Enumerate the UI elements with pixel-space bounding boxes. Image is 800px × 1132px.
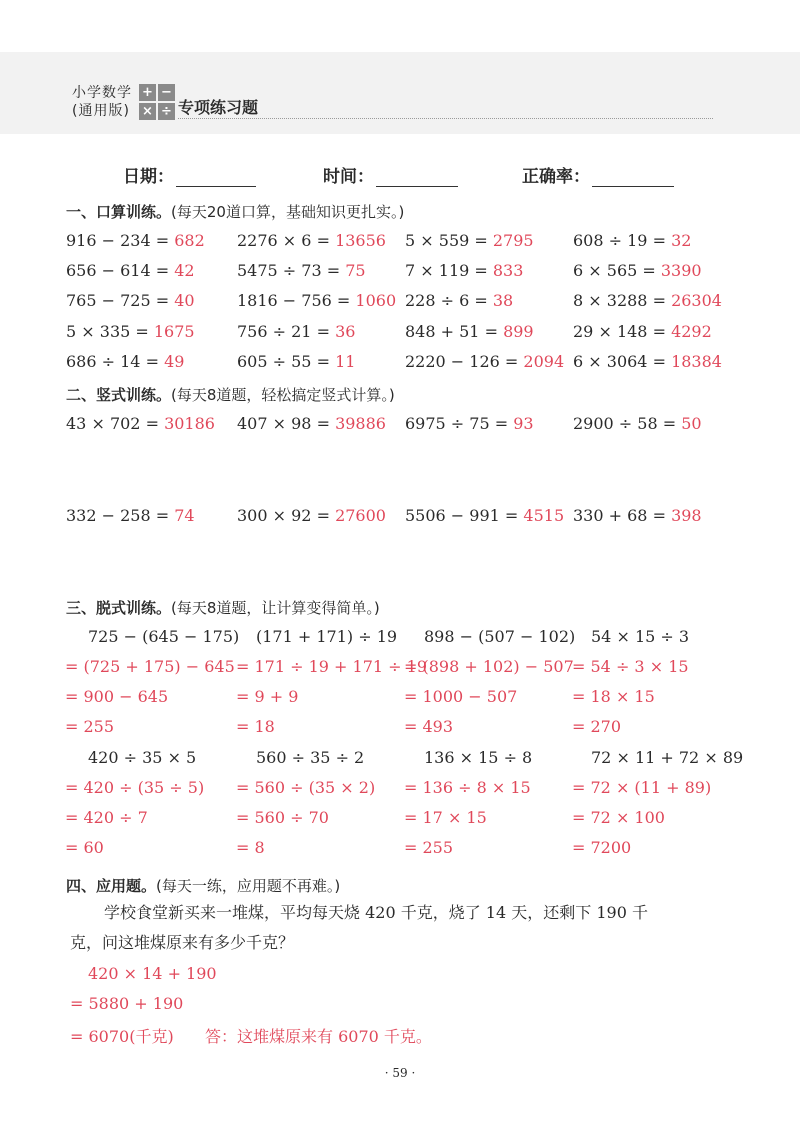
exercise-answer: 74 — [174, 506, 195, 525]
date-blank[interactable] — [176, 166, 256, 187]
solution-step: = 72 × 100 — [572, 808, 665, 827]
solution-step: = 420 ÷ (35 ÷ 5) — [65, 778, 205, 797]
exercise-item — [66, 261, 195, 280]
expression: 136 × 15 ÷ 8 — [424, 748, 533, 767]
exercise-answer: 2094 — [523, 352, 565, 371]
exercise-question: 332 − 258 = — [66, 506, 175, 525]
exercise-answer: 75 — [345, 261, 366, 280]
exercise-answer: 26304 — [671, 291, 722, 310]
exercise-question: 5 × 335 = — [66, 322, 154, 341]
section-note: (每天8道题，让计算变得简单。) — [171, 599, 380, 617]
date-field — [123, 162, 256, 187]
exercise-answer: 4292 — [671, 322, 712, 341]
exercise-answer: 27600 — [335, 506, 386, 525]
exercise-question: 2276 × 6 = — [237, 231, 336, 250]
solution-step: = (725 + 175) − 645 — [65, 657, 235, 676]
exercise-item — [573, 261, 702, 280]
exercise-question: 605 ÷ 55 = — [237, 352, 336, 371]
accuracy-label: 正确率： — [522, 167, 590, 187]
exercise-question: 756 ÷ 21 = — [237, 322, 336, 341]
work-step: 420 × 14 + 190 — [88, 964, 217, 983]
solution-step: = 9 + 9 — [236, 687, 299, 706]
exercise-answer: 18384 — [671, 352, 722, 371]
solution-step: = 18 — [236, 717, 275, 736]
exercise-answer: 40 — [174, 291, 195, 310]
exercise-item — [573, 506, 702, 525]
exercise-item — [405, 414, 534, 433]
solution-step: = 900 − 645 — [65, 687, 169, 706]
arithmetic-ops-icon — [139, 84, 175, 120]
accuracy-blank[interactable] — [592, 166, 674, 187]
expression: 420 ÷ 35 × 5 — [88, 748, 197, 767]
exercise-item — [237, 291, 396, 310]
exercise-question: 6975 ÷ 75 = — [405, 414, 514, 433]
exercise-item — [237, 261, 366, 280]
expression: 72 × 11 + 72 × 89 — [591, 748, 744, 767]
exercise-item — [66, 322, 195, 341]
exercise-question: 5 × 559 = — [405, 231, 493, 250]
solution-step: = 18 × 15 — [572, 687, 655, 706]
exercise-answer: 36 — [335, 322, 356, 341]
exercise-answer: 50 — [681, 414, 702, 433]
exercise-question: 765 − 725 = — [66, 291, 175, 310]
exercise-answer: 32 — [671, 231, 692, 250]
exercise-answer: 899 — [503, 322, 534, 341]
work-step: = 5880 + 190 — [70, 994, 184, 1013]
exercise-answer: 1060 — [355, 291, 397, 310]
exercise-question: 7 × 119 = — [405, 261, 493, 280]
exercise-question: 2900 ÷ 58 = — [573, 414, 682, 433]
expression: 725 − (645 − 175) — [88, 627, 240, 646]
section-heading: 二、竖式训练。 — [66, 386, 172, 404]
work-step: = 6070(千克) — [70, 1027, 174, 1046]
solution-step: = 54 ÷ 3 × 15 — [572, 657, 689, 676]
exercise-question: 5506 − 991 = — [405, 506, 524, 525]
solution-step: = 60 — [65, 838, 104, 857]
expression: (171 + 171) ÷ 19 — [256, 627, 398, 646]
exercise-item — [66, 231, 205, 250]
book-title — [72, 84, 132, 120]
problem-line-1: 学校食堂新买来一堆煤，平均每天烧 420 千克，烧了 14 天，还剩下 190 千 — [104, 903, 648, 922]
section-note: (每天20道口算，基础知识更扎实。) — [171, 203, 405, 221]
exercise-question: 29 × 148 = — [573, 322, 672, 341]
exercise-answer: 682 — [174, 231, 205, 250]
solution-step: = 270 — [572, 717, 622, 736]
exercise-item — [237, 352, 355, 371]
exercise-item — [405, 261, 523, 280]
exercise-question: 8 × 3288 = — [573, 291, 672, 310]
section-note: (每天一练，应用题不再难。) — [156, 877, 341, 895]
page-number: · 59 · — [384, 1066, 416, 1080]
exercise-question: 6 × 565 = — [573, 261, 661, 280]
solution-step: = 255 — [404, 838, 454, 857]
exercise-item — [66, 506, 195, 525]
solution-step: = 72 × (11 + 89) — [572, 778, 712, 797]
time-label: 时间： — [323, 167, 374, 187]
exercise-item — [573, 352, 722, 371]
exercise-item — [573, 291, 722, 310]
exercise-item — [237, 322, 355, 341]
exercise-item — [405, 352, 564, 371]
header-divider — [178, 118, 713, 119]
exercise-question: 228 ÷ 6 = — [405, 291, 493, 310]
exercise-item — [237, 506, 386, 525]
section-note: (每天8道题，轻松搞定竖式计算。) — [171, 386, 395, 404]
exercise-answer: 49 — [164, 352, 185, 371]
exercise-question: 656 − 614 = — [66, 261, 175, 280]
exercise-item — [66, 414, 215, 433]
solution-step: = 171 ÷ 19 + 171 ÷ 19 — [236, 657, 428, 676]
exercise-answer: 833 — [492, 261, 524, 280]
exercise-question: 6 × 3064 = — [573, 352, 672, 371]
answer-statement: 答：这堆煤原来有 6070 千克。 — [205, 1027, 432, 1046]
exercise-answer: 11 — [335, 352, 356, 371]
exercise-question: 916 − 234 = — [66, 231, 175, 250]
solution-step: = 420 ÷ 7 — [65, 808, 148, 827]
exercise-answer: 2795 — [492, 231, 534, 250]
exercise-item — [573, 414, 702, 433]
exercise-item — [405, 506, 564, 525]
section-oral-title — [66, 201, 404, 222]
section-heading: 三、脱式训练。 — [66, 599, 172, 617]
exercise-answer: 398 — [671, 506, 702, 525]
solution-step: = 255 — [65, 717, 115, 736]
solution-step: = 560 ÷ (35 × 2) — [236, 778, 376, 797]
exercise-question: 330 + 68 = — [573, 506, 672, 525]
section-heading: 一、口算训练。 — [66, 203, 172, 221]
exercise-answer: 38 — [492, 291, 514, 310]
solution-step: = 493 — [404, 717, 454, 736]
expression: 898 − (507 − 102) — [424, 627, 576, 646]
exercise-question: 300 × 92 = — [237, 506, 336, 525]
exercise-item — [66, 291, 195, 310]
expression: 54 × 15 ÷ 3 — [591, 627, 690, 646]
time-field — [323, 162, 458, 187]
exercise-question: 848 + 51 = — [405, 322, 504, 341]
exercise-answer: 42 — [174, 261, 195, 280]
exercise-question: 686 ÷ 14 = — [66, 352, 165, 371]
solution-step: = (898 + 102) − 507 — [404, 657, 574, 676]
section-vertical-title — [66, 384, 395, 405]
times-icon: × — [139, 103, 156, 120]
solution-step: = 17 × 15 — [404, 808, 487, 827]
exercise-item — [237, 231, 386, 250]
exercise-item — [573, 231, 691, 250]
solution-step: = 136 ÷ 8 × 15 — [404, 778, 531, 797]
minus-icon: − — [158, 84, 175, 101]
exercise-question: 1816 − 756 = — [237, 291, 356, 310]
exercise-answer: 30186 — [164, 414, 215, 433]
solution-step: = 7200 — [572, 838, 632, 857]
exercise-answer: 93 — [513, 414, 534, 433]
exercise-item — [405, 291, 513, 310]
book-edition: (通用版) — [72, 103, 130, 119]
expression: 560 ÷ 35 ÷ 2 — [256, 748, 365, 767]
exercise-answer: 3390 — [660, 261, 702, 280]
exercise-answer: 39886 — [335, 414, 386, 433]
exercise-item — [405, 231, 534, 250]
solution-step: = 560 ÷ 70 — [236, 808, 329, 827]
exercise-answer: 4515 — [523, 506, 565, 525]
exercise-question: 2220 − 126 = — [405, 352, 524, 371]
exercise-question: 407 × 98 = — [237, 414, 336, 433]
solution-step: = 1000 − 507 — [404, 687, 518, 706]
divide-icon: ÷ — [158, 103, 175, 120]
exercise-item — [66, 352, 184, 371]
exercise-question: 5475 ÷ 73 = — [237, 261, 346, 280]
section-stepwise-title — [66, 597, 380, 618]
problem-line-2: 克，问这堆煤原来有多少千克？ — [70, 933, 295, 952]
section-heading: 四、应用题。 — [66, 877, 157, 895]
exercise-item — [237, 414, 386, 433]
accuracy-field — [522, 162, 674, 187]
exercise-answer: 1675 — [153, 322, 195, 341]
plus-icon: + — [139, 84, 156, 101]
exercise-question: 608 ÷ 19 = — [573, 231, 672, 250]
book-title-line1: 小学数学 — [72, 85, 132, 101]
series-title: 专项练习题 — [178, 98, 259, 117]
section-word-problem-title — [66, 875, 340, 896]
date-label: 日期： — [123, 167, 174, 187]
solution-step: = 8 — [236, 838, 265, 857]
exercise-item — [573, 322, 712, 341]
exercise-answer: 13656 — [335, 231, 386, 250]
exercise-item — [405, 322, 534, 341]
time-blank[interactable] — [376, 166, 458, 187]
exercise-question: 43 × 702 = — [66, 414, 165, 433]
